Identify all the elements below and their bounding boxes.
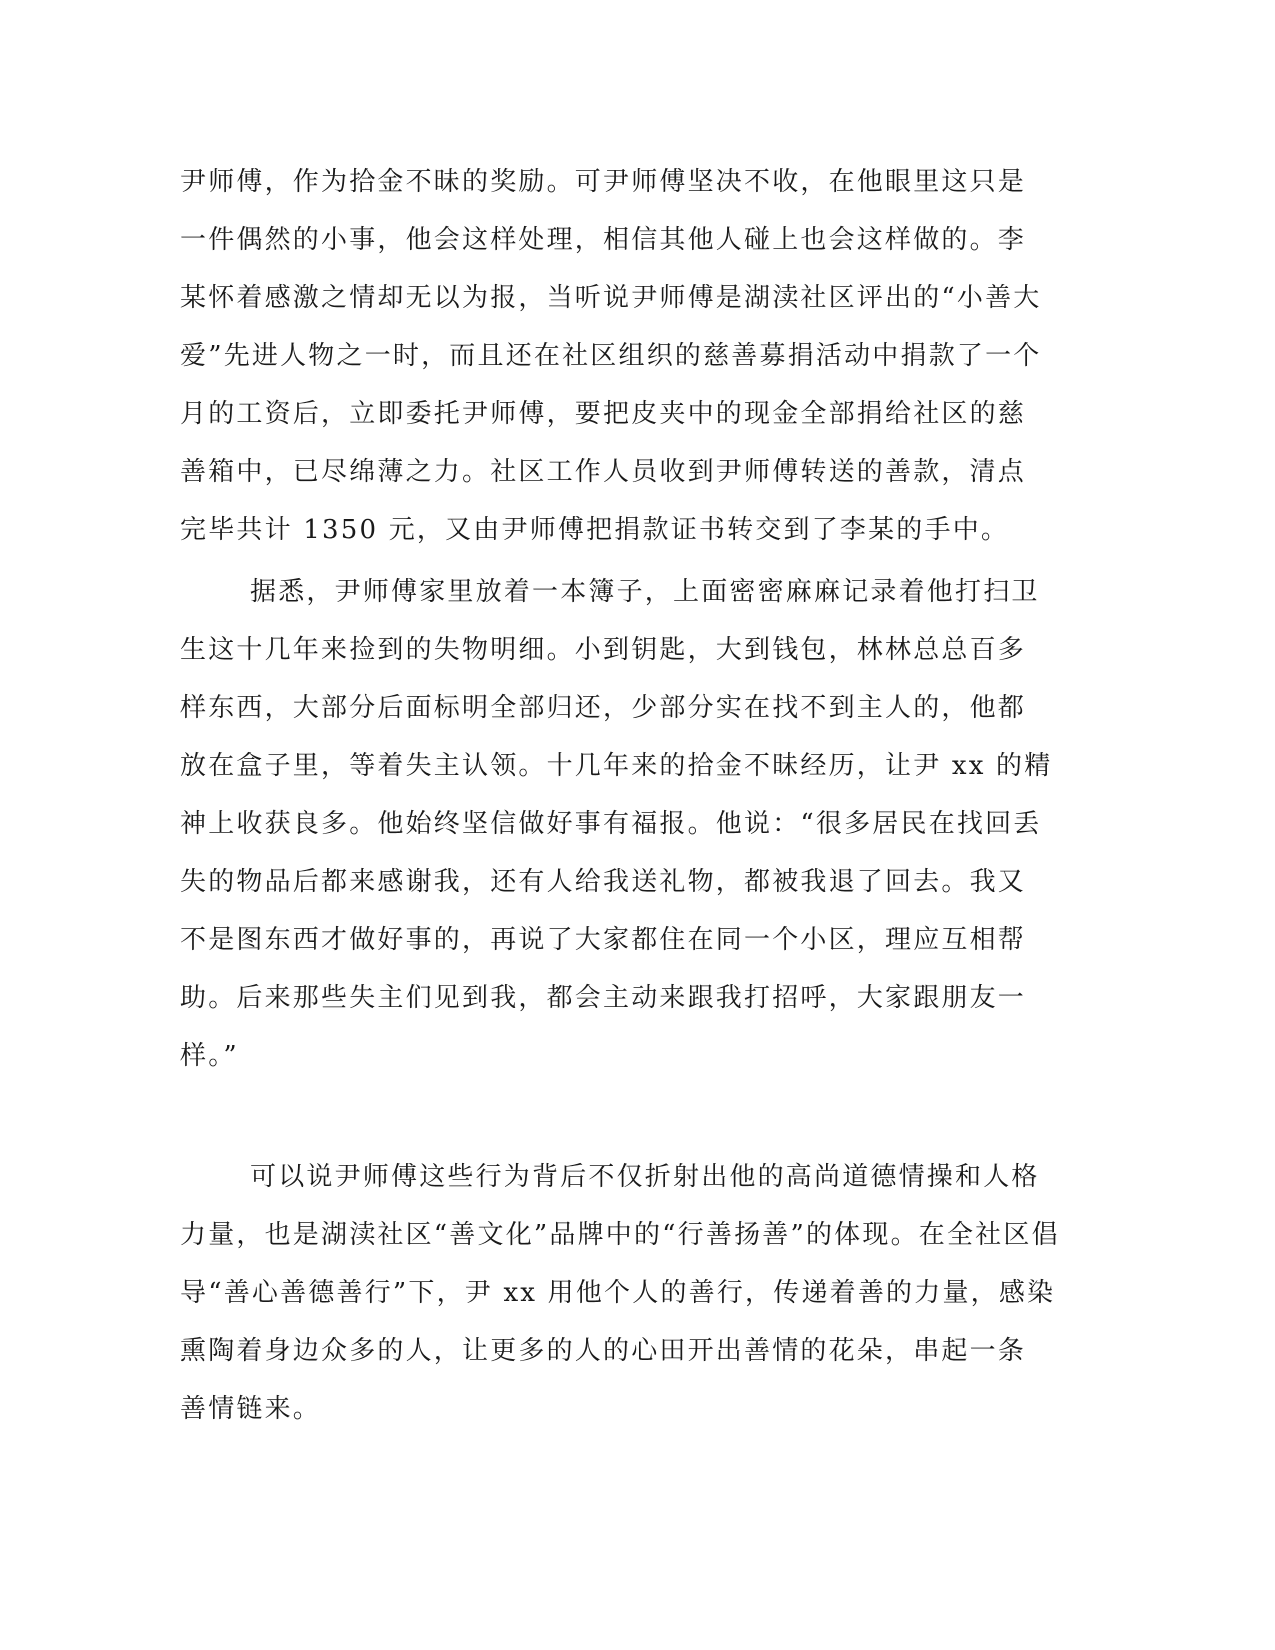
paragraph-line: 可以说尹师傅这些行为背后不仅折射出他的高尚道德情操和人格 [250,1162,1040,1192]
paragraph-line: 生这十几年来捡到的失物明细。小到钥匙，大到钱包，林林总总百多 [180,635,1027,665]
paragraph-line: 熏陶着身边众多的人，让更多的人的心田开出善情的花朵，串起一条 [180,1336,1027,1366]
paragraph-line: 爱”先进人物之一时，而且还在社区组织的慈善募捐活动中捐款了一个 [180,341,1042,371]
paragraph-line: 导“善心善德善行”下，尹 xx 用他个人的善行，传递着善的力量，感染 [180,1278,1056,1308]
paragraph-line: 助。后来那些失主们见到我，都会主动来跟我打招呼，大家跟朋友一 [180,983,1027,1013]
paragraph-line: 一件偶然的小事，他会这样处理，相信其他人碰上也会这样做的。李 [180,225,1027,255]
paragraph-line: 样。” [180,1041,239,1071]
paragraph-line: 力量，也是湖渎社区“善文化”品牌中的“行善扬善”的体现。在全社区倡 [180,1220,1060,1250]
paragraph-line: 样东西，大部分后面标明全部归还，少部分实在找不到主人的，他都 [180,693,1027,723]
paragraph-line: 不是图东西才做好事的，再说了大家都住在同一个小区，理应互相帮 [180,925,1027,955]
paragraph-line: 完毕共计 1350 元，又由尹师傅把捐款证书转交到了李某的手中。 [180,515,1010,545]
paragraph-line: 善情链来。 [180,1394,322,1424]
paragraph-line: 失的物品后都来感谢我，还有人给我送礼物，都被我退了回去。我又 [180,867,1027,897]
paragraph-line: 月的工资后，立即委托尹师傅，要把皮夹中的现金全部捐给社区的慈 [180,399,1027,429]
paragraph-line: 放在盒子里，等着失主认领。十几年来的拾金不昧经历，让尹 xx 的精 [180,751,1053,781]
paragraph-line: 善箱中，已尽绵薄之力。社区工作人员收到尹师傅转送的善款，清点 [180,457,1027,487]
paragraph-line: 某怀着感激之情却无以为报，当听说尹师傅是湖渎社区评出的“小善大 [180,283,1042,313]
paragraph-line: 据悉，尹师傅家里放着一本簿子，上面密密麻麻记录着他打扫卫 [250,577,1040,607]
paragraph-line: 尹师傅，作为拾金不昧的奖励。可尹师傅坚决不收，在他眼里这只是 [180,167,1027,197]
paragraph-line: 神上收获良多。他始终坚信做好事有福报。他说：“很多居民在找回丢 [180,809,1042,839]
